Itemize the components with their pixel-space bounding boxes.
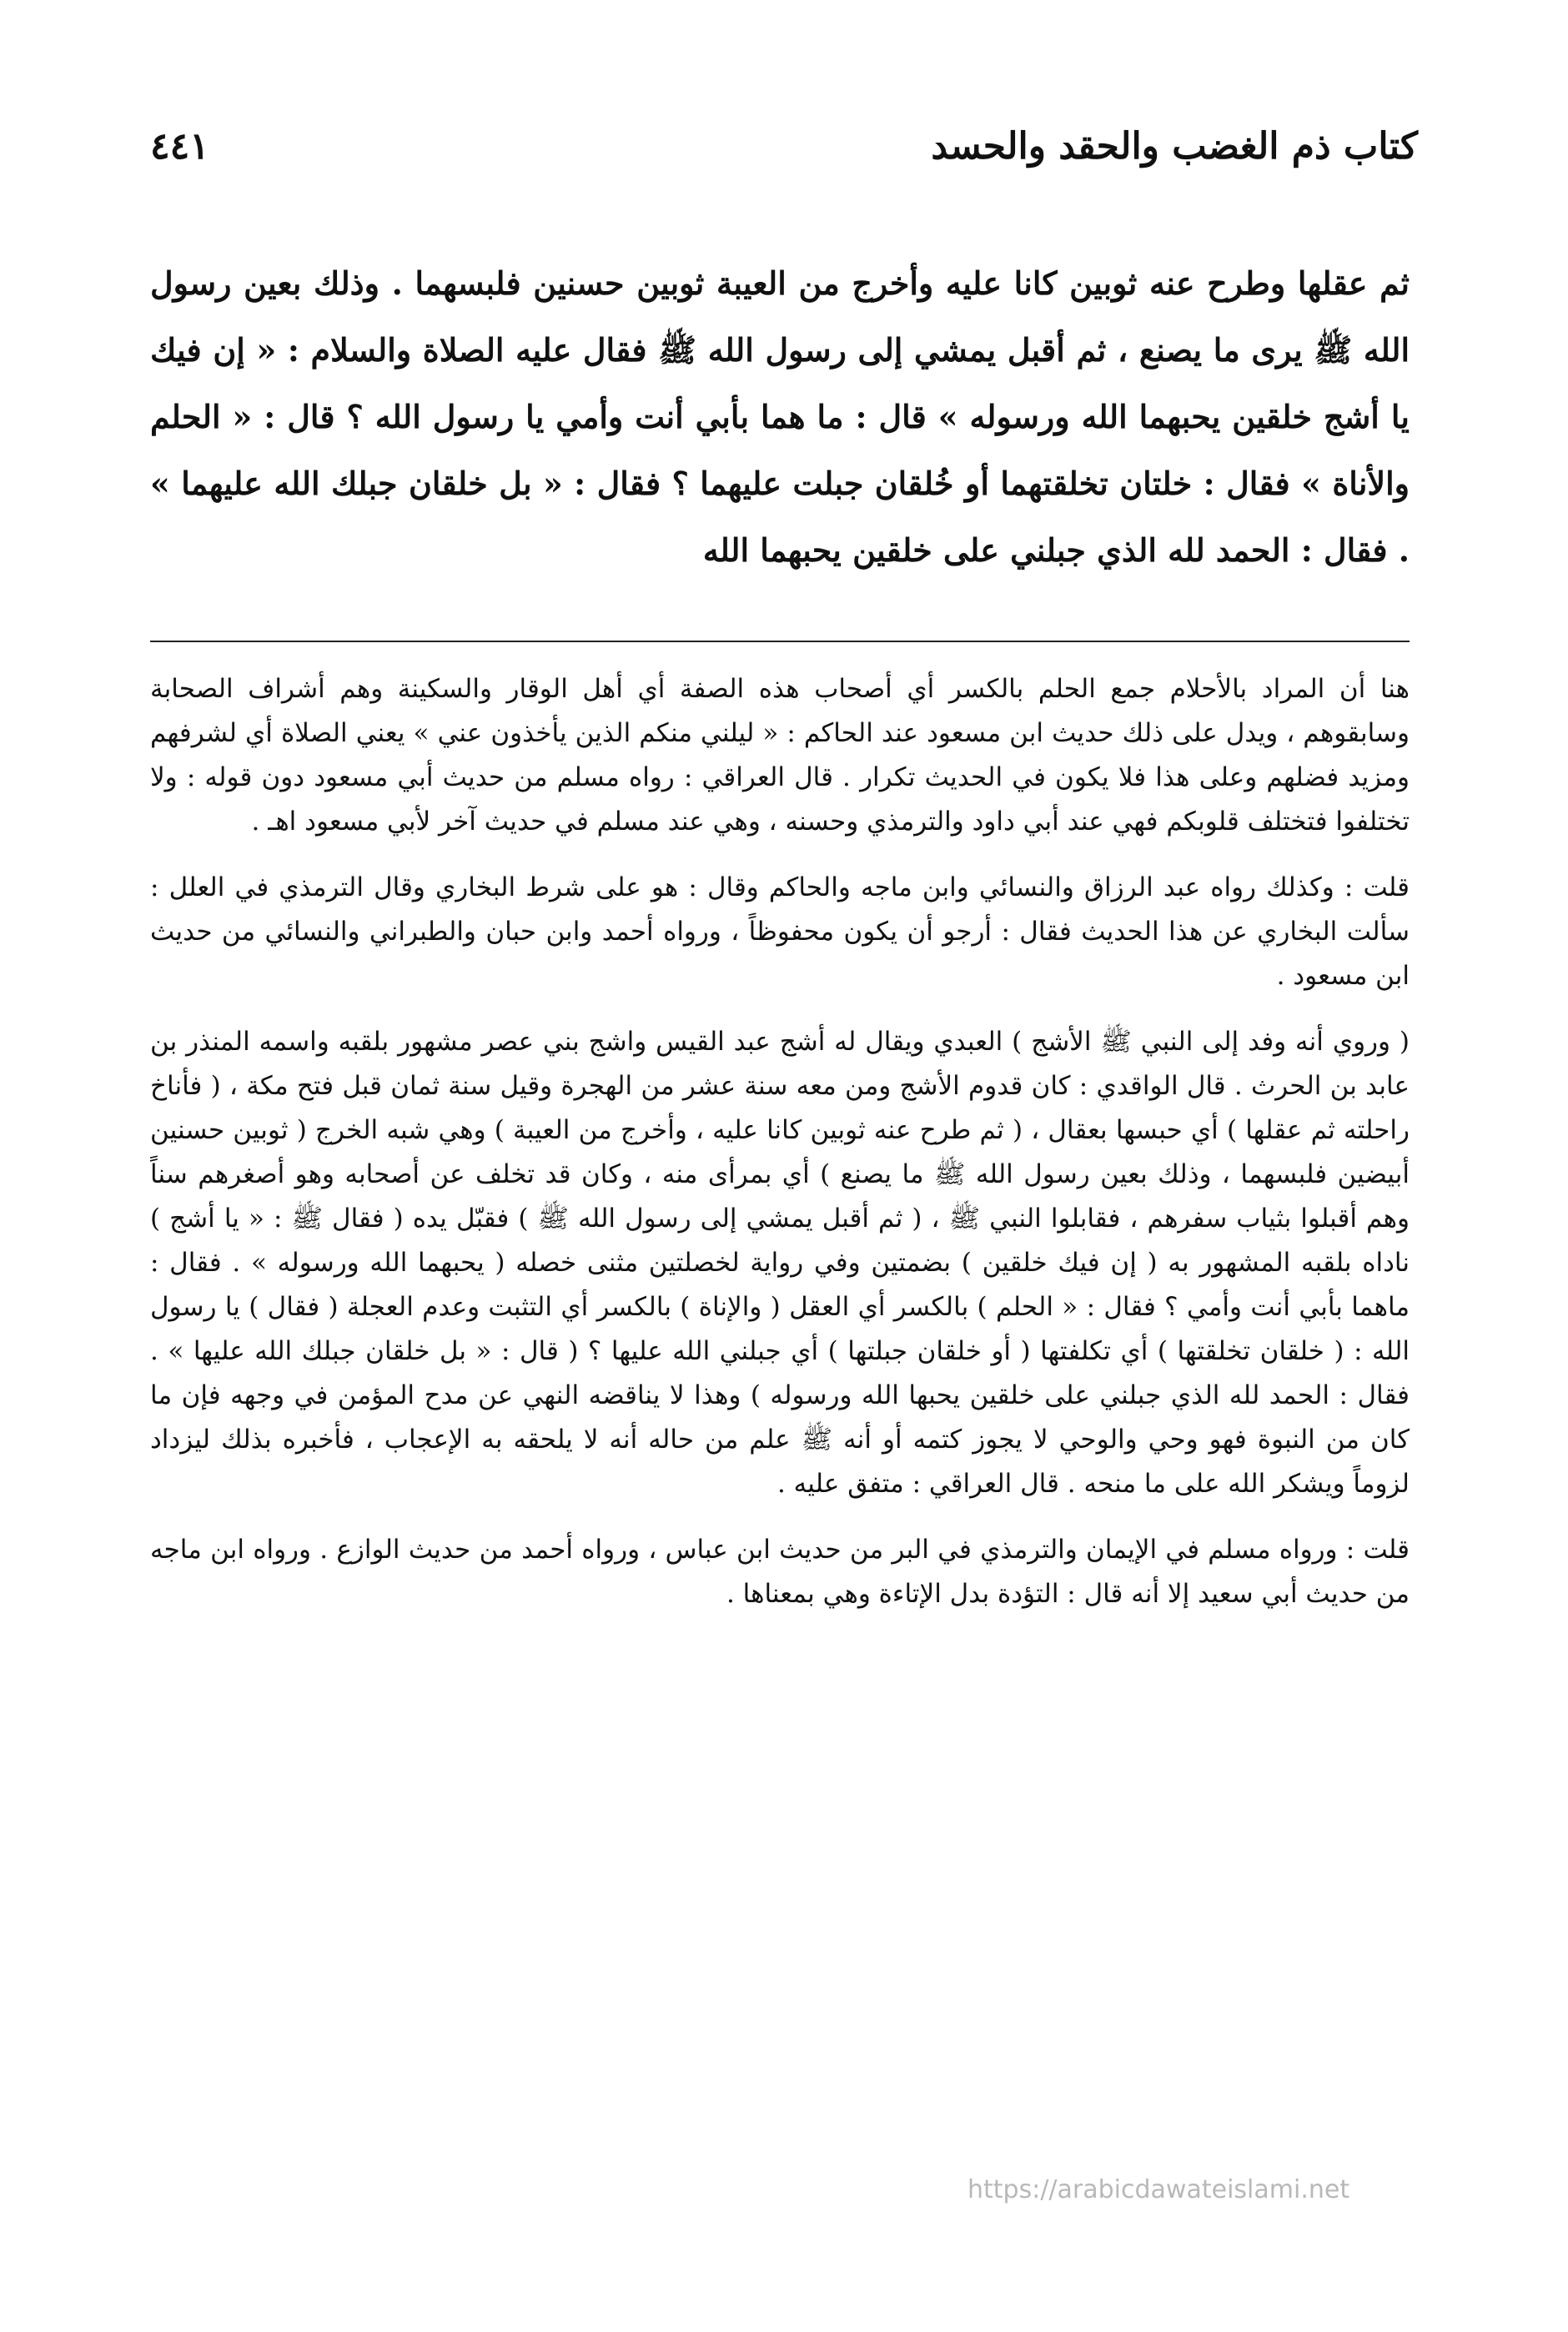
separator-rule-left — [150, 641, 567, 642]
commentary-paragraph-2: قلت : وكذلك رواه عبد الرزاق والنسائي وابن ماجه والحاكم وقال : هو على شرط البخاري وقال الترمذي في العلل : سألت البخاري عن هذا الحديث فقال : أرجو أن يكون محفوظاً ، ورواه أحمد وابن حبان والطبراني والنسائي من حديث ابن مسعود . — [150, 872, 1410, 991]
commentary-paragraph-3: ( وروي أنه وفد إلى النبي ﷺ الأشج ) العبدي ويقال له أشج عبد القيس واشج بني عصر مشهور بلقبه واسمه المنذر بن عابد بن الحرث . قال الواقدي : كان قدوم الأشج ومن معه سنة عشر من الهجرة وقيل سنة ثمان قبل فتح مكة ، ( فأناخ راحلته ثم عقلها ) أي حبسها بعقال ، ( ثم طرح عنه ثوبين كانا عليه ، وأخرج من العيبة ) وهي شبه الخرج ( ثوبين حسنين أبيضين فلبسهما ، وذلك بعين رسول الله ﷺ ما يصنع ) أي بمرأى منه ، وكان قد تخلف عن أصحابه وهو أصغرهم سناً وهم أقبلوا بثياب سفرهم ، فقابلوا النبي ﷺ ، ( ثم أقبل يمشي إلى رسول الله ﷺ ) فقبّل يده ( فقال ﷺ : « يا أشج ) ناداه بلقبه المشهور به ( إن فيك خلقين ) بضمتين وفي رواية لخصلتين مثنى خصله ( يحبهما الله ورسوله » . فقال : ماهما بأبي أنت وأمي ؟ فقال : « الحلم ) بالكسر أي العقل ( والإناة ) بالكسر أي التثبت وعدم العجلة ( فقال ) يا رسول الله : ( خلقان تخلقتها ) أي تكلفتها ( أو خلقان جبلتها ) أي جبلني الله عليها ؟ ( قال : « بل خلقان جبلك الله عليها » . فقال : الحمد لله الذي جبلني على خلقين يحبها الله ورسوله ) وهذا لا يناقضه النهي عن مدح المؤمن في وجهه فإن ما كان من النبوة فهو وحي والوحي لا يجوز كتمه أو أنه ﷺ علم من حاله أنه لا يلحقه به الإعجاب ، فأخبره بذلك ليزداد لزوماً ويشكر الله على ما منحه . قال العراقي : متفق عليه . — [150, 1027, 1410, 1499]
commentary-paragraph-1: هنا أن المراد بالأحلام جمع الحلم بالكسر أي أصحاب هذه الصفة أي أهل الوقار والسكينة وهم أشراف الصحابة وسابقوهم ، ويدل على ذلك حديث ابن مسعود عند الحاكم : « ليلني منكم الذين يأخذون عني » يعني الصلاة أي لشرفهم ومزيد فضلهم وعلى هذا فلا يكون في الحديث تكرار . قال العراقي : رواه مسلم من حديث أبي مسعود دون قوله : ولا تختلفوا فتختلف قلوبكم فهي عند أبي داود والترمذي وحسنه ، وهي عند مسلم في حديث آخر لأبي مسعود اهـ . — [150, 674, 1410, 837]
page-header — [150, 125, 1418, 192]
main-text-block — [150, 250, 1410, 584]
separator-rule-right — [567, 641, 1410, 642]
page-number: ٤٤١ — [150, 125, 209, 168]
running-title: كتاب ذم الغضب والحقد والحسد — [931, 125, 1418, 168]
commentary-paragraph-4: قلت : ورواه مسلم في الإيمان والترمذي في البر من حديث ابن عباس ، ورواه أحمد من حديث الوازع . ورواه ابن ماجه من حديث أبي سعيد إلا أنه قال : التؤدة بدل الإتاءة وهي بمعناها . — [150, 1535, 1410, 1609]
commentary-block — [150, 667, 1410, 1638]
main-paragraph: ثم عقلها وطرح عنه ثوبين كانا عليه وأخرج من العيبة ثوبين حسنين فلبسهما . وذلك بعين رسول الله ﷺ يرى ما يصنع ، ثم أقبل يمشي إلى رسول الله ﷺ فقال عليه الصلاة والسلام : « إن فيك يا أشج خلقين يحبهما الله ورسوله » قال : ما هما بأبي أنت وأمي يا رسول الله ؟ قال : « الحلم والأناة » فقال : خلتان تخلقتهما أو خُلقان جبلت عليهما ؟ فقال : « بل خلقان جبلك الله عليهما » . فقال : الحمد لله الذي جبلني على خلقين يحبهما الله — [150, 264, 1410, 569]
watermark-url: https://arabicdawateislami.net — [967, 2175, 1350, 2204]
